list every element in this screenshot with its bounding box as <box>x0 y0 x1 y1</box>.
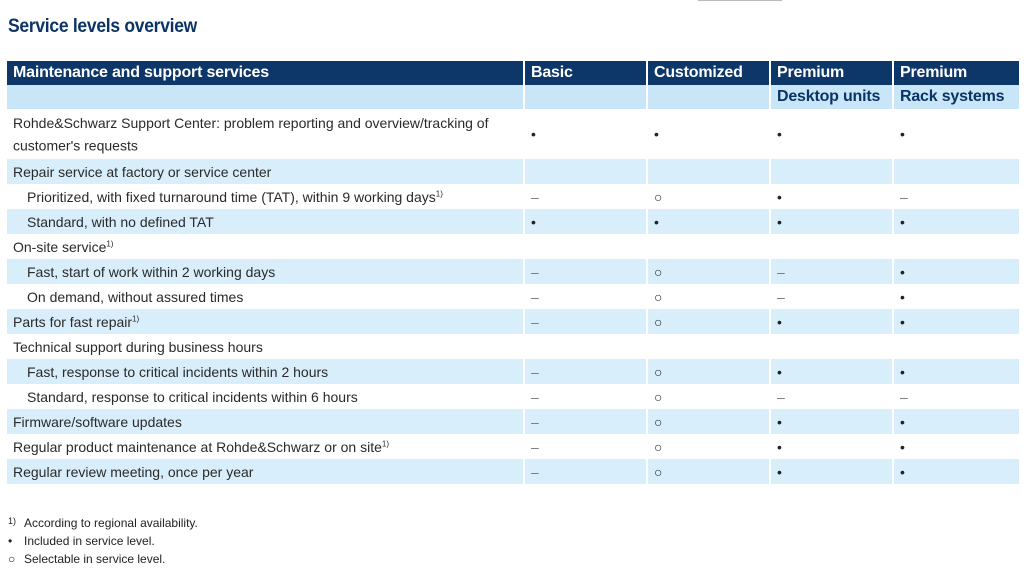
level-cell: – <box>525 309 646 334</box>
level-cell: • <box>771 209 892 234</box>
level-cell <box>648 159 769 184</box>
bullet-icon: • <box>8 534 13 548</box>
level-cell <box>648 334 769 359</box>
service-label-text: Regular product maintenance at Rohde&Schwarz or on site <box>13 438 382 455</box>
table-row <box>7 334 1019 359</box>
level-cell: ○ <box>648 359 769 384</box>
level-cell: – <box>777 388 785 405</box>
level-cell <box>648 234 769 259</box>
table-row <box>7 234 1019 259</box>
level-cell <box>525 234 646 259</box>
level-cell: ○ <box>648 409 769 434</box>
level-cell: – <box>771 259 892 284</box>
level-cell <box>771 159 892 184</box>
footnote-text: Included in service level. <box>24 534 155 548</box>
footnote-ref: 1) <box>435 188 443 198</box>
level-cell: • <box>894 459 1019 484</box>
level-cell: – <box>525 409 646 434</box>
level-cell: • <box>654 126 659 142</box>
table-row <box>7 109 1019 159</box>
subheader-desktop-units: Desktop units <box>771 85 892 109</box>
level-cell: • <box>777 126 782 142</box>
service-label <box>7 409 523 434</box>
service-label <box>7 209 523 234</box>
table-row <box>7 309 1019 334</box>
level-cell <box>525 334 646 359</box>
level-cell: • <box>777 188 782 205</box>
level-cell: • <box>900 438 905 455</box>
service-label-text: Parts for fast repair <box>13 313 133 330</box>
service-levels-table <box>5 61 1021 484</box>
service-label <box>7 384 523 409</box>
level-cell: ○ <box>654 188 663 205</box>
service-label <box>7 359 523 384</box>
service-label-text: Technical support during business hours <box>13 338 263 355</box>
header-services: Maintenance and support services <box>7 61 523 85</box>
level-cell: – <box>531 388 539 405</box>
service-label-text: On demand, without assured times <box>27 288 244 305</box>
service-label-text: On-site service <box>13 238 107 255</box>
level-cell: ○ <box>654 288 663 305</box>
level-cell: – <box>531 288 539 305</box>
level-cell: • <box>771 359 892 384</box>
table-row <box>7 209 1019 234</box>
table-row <box>7 359 1019 384</box>
page-title: Service levels overview <box>8 16 197 37</box>
table-row <box>7 259 1019 284</box>
level-cell: – <box>525 259 646 284</box>
level-cell: • <box>771 459 892 484</box>
service-label-text: Rohde&Schwarz Support Center: problem reporting and overview/tracking of customer's requests <box>13 114 489 154</box>
level-cell: • <box>894 409 1019 434</box>
footnote-mark: 1) <box>8 516 17 526</box>
header-premium-desktop: Premium <box>771 61 892 85</box>
service-label-text: Prioritized, with fixed turnaround time (TAT), within 9 working days <box>27 188 436 205</box>
level-cell: – <box>525 359 646 384</box>
level-cell: ○ <box>654 438 663 455</box>
table-row <box>7 459 1019 484</box>
service-label-text: Standard, response to critical incidents within 6 hours <box>27 388 358 405</box>
table-row <box>7 284 1019 309</box>
level-cell: • <box>894 309 1019 334</box>
footnote-selectable <box>8 552 165 566</box>
footnote-text: According to regional availability. <box>24 516 198 530</box>
level-cell: • <box>771 409 892 434</box>
level-cell: – <box>531 188 539 205</box>
level-cell: – <box>531 438 539 455</box>
table-row <box>7 184 1019 209</box>
level-cell: – <box>900 388 908 405</box>
service-label <box>7 459 523 484</box>
service-label <box>7 234 523 259</box>
level-cell: – <box>525 459 646 484</box>
service-label-text: Firmware/software updates <box>13 413 182 430</box>
service-label <box>7 434 523 459</box>
service-label <box>7 159 523 184</box>
service-label <box>7 259 523 284</box>
level-cell <box>894 334 1019 359</box>
level-cell <box>894 159 1019 184</box>
footnote-text: Selectable in service level. <box>24 552 166 566</box>
footnote-ref: 1) <box>132 313 140 323</box>
circle-icon: ○ <box>8 552 16 566</box>
service-label <box>7 334 523 359</box>
level-cell: – <box>777 288 785 305</box>
footnote-ref: 1) <box>106 238 114 248</box>
service-label <box>7 184 523 209</box>
service-label <box>7 309 523 334</box>
service-label-text: Repair service at factory or service center <box>13 163 272 180</box>
subheader-empty <box>648 85 769 109</box>
subheader-empty <box>525 85 646 109</box>
table-row <box>7 384 1019 409</box>
level-cell: • <box>531 126 536 142</box>
level-cell <box>771 234 892 259</box>
level-cell: ○ <box>648 309 769 334</box>
top-rule <box>698 0 782 1</box>
level-cell: • <box>648 209 769 234</box>
level-cell: • <box>894 359 1019 384</box>
level-cell <box>771 334 892 359</box>
level-cell: – <box>900 188 908 205</box>
service-label <box>7 109 523 159</box>
header-basic: Basic <box>525 61 646 85</box>
level-cell: • <box>525 209 646 234</box>
service-label <box>7 284 523 309</box>
footnote-availability <box>8 516 198 530</box>
level-cell <box>525 159 646 184</box>
level-cell: • <box>900 288 905 305</box>
level-cell: ○ <box>654 388 663 405</box>
table-row <box>7 159 1019 184</box>
level-cell: • <box>777 438 782 455</box>
header-customized: Customized <box>648 61 769 85</box>
footnote-ref: 1) <box>381 438 389 448</box>
subheader-empty <box>7 85 523 109</box>
table-row <box>7 434 1019 459</box>
service-label-text: Regular review meeting, once per year <box>13 463 254 480</box>
level-cell: ○ <box>648 259 769 284</box>
level-cell <box>894 234 1019 259</box>
service-label-text: Fast, response to critical incidents within 2 hours <box>27 363 329 380</box>
level-cell: • <box>771 309 892 334</box>
footnote-included <box>8 534 155 548</box>
level-cell: • <box>894 209 1019 234</box>
level-cell: ○ <box>648 459 769 484</box>
service-label-text: Fast, start of work within 2 working days <box>27 263 276 280</box>
level-cell: • <box>900 126 905 142</box>
subheader-rack-systems: Rack systems <box>894 85 1019 109</box>
level-cell: • <box>894 259 1019 284</box>
header-premium-rack: Premium <box>894 61 1019 85</box>
table-row <box>7 409 1019 434</box>
service-label-text: Standard, with no defined TAT <box>27 213 214 230</box>
